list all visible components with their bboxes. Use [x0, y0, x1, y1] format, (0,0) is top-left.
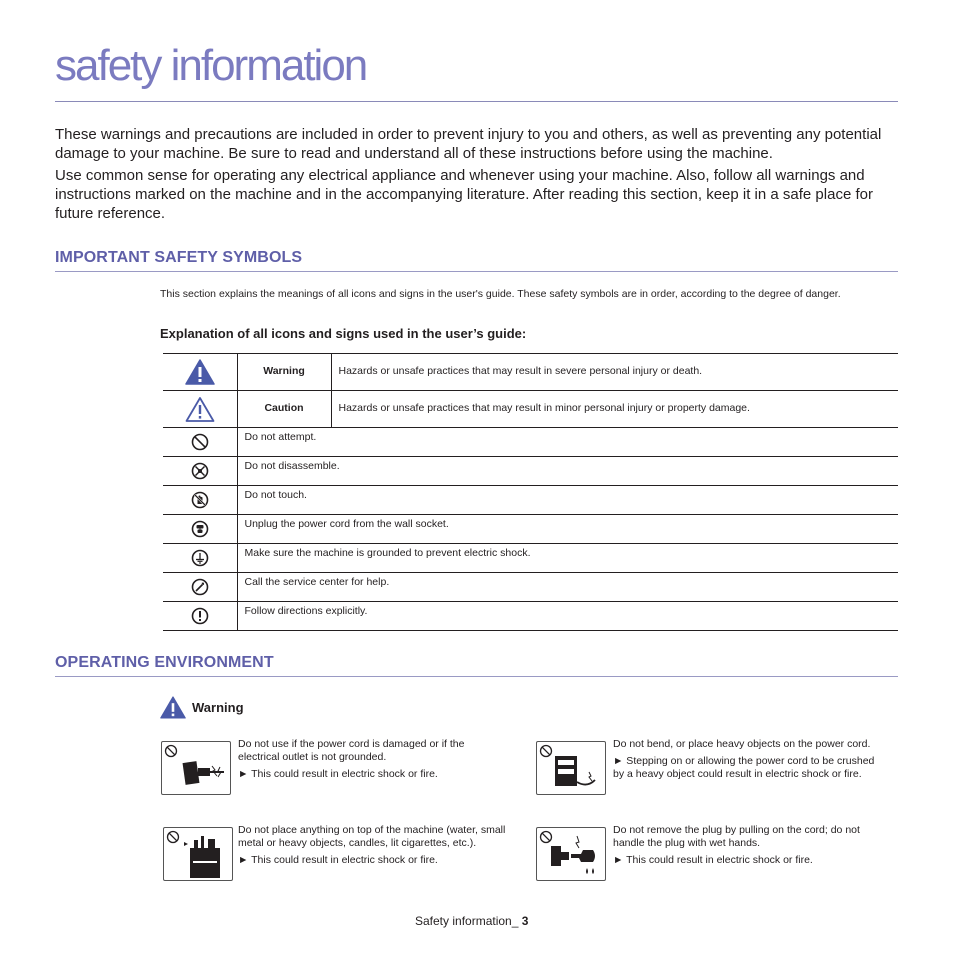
title-divider: [55, 101, 898, 102]
table-row: [163, 354, 898, 391]
warning-filled-icon: [160, 696, 186, 719]
warning-filled-icon: [185, 359, 215, 385]
table-row: [163, 391, 898, 428]
table-row: [163, 573, 898, 602]
environment-item-2: [613, 738, 888, 781]
symbols-section-divider: [55, 271, 898, 272]
environment-item-text: Do not use if the power cord is damaged or if the electrical outlet is not grounded.: [238, 738, 465, 763]
page-number: 3: [521, 914, 529, 928]
environment-item-text: Do not remove the plug by pulling on the cord; do not handle the plug with wet hands.: [613, 824, 860, 849]
symbol-description: Do not disassemble.: [237, 457, 898, 486]
ground-icon: [191, 549, 209, 567]
environment-item-text: Do not place anything on top of the machine (water, small metal or heavy objects, candles, lit cigarettes, etc.).: [238, 824, 506, 849]
environment-item-note: ► This could result in electric shock or fire.: [238, 854, 438, 866]
environment-item-note: ► This could result in electric shock or fire.: [238, 768, 438, 780]
symbol-description: Hazards or unsafe practices that may result in minor personal injury or property damage.: [331, 391, 898, 428]
caution-outline-icon: [185, 396, 215, 422]
symbols-subheading: Explanation of all icons and signs used in the user’s guide:: [160, 326, 527, 341]
environment-item-3: [238, 824, 513, 867]
do-not-disassemble-icon: [191, 462, 209, 480]
table-row: [163, 428, 898, 457]
do-not-touch-icon: [191, 491, 209, 509]
table-row: [163, 515, 898, 544]
environment-item-note: ► Stepping on or allowing the power cord to be crushed by a heavy object could result in electric shock or fire.: [613, 755, 875, 780]
symbols-section-heading: IMPORTANT SAFETY SYMBOLS: [55, 249, 303, 266]
table-row: [163, 486, 898, 515]
symbol-description: Make sure the machine is grounded to prevent electric shock.: [237, 544, 898, 573]
environment-item-4: [613, 824, 893, 867]
page-title: safety information: [55, 41, 367, 90]
symbol-description: Do not attempt.: [237, 428, 898, 457]
bent-cord-icon: [536, 741, 606, 795]
objects-on-machine-icon: [163, 827, 233, 881]
symbol-label: Caution: [237, 391, 331, 428]
service-center-icon: [191, 578, 209, 596]
symbol-description: Do not touch.: [237, 486, 898, 515]
environment-item-text: Do not bend, or place heavy objects on the power cord.: [613, 738, 871, 750]
follow-directions-icon: [191, 607, 209, 625]
page-footer: [415, 914, 528, 928]
table-row: [163, 457, 898, 486]
environment-item-1: [238, 738, 508, 781]
intro-paragraph-2: Use common sense for operating any electrical appliance and whenever using your machine. Also, follow all warnings and instructions marked on the machine and in the accompanying literature. After reading this section, keep it in a safe place for future reference.: [55, 167, 873, 222]
do-not-attempt-icon: [191, 433, 209, 451]
symbol-description: Call the service center for help.: [237, 573, 898, 602]
intro-paragraph-1: These warnings and precautions are included in order to prevent injury to you and others, as well as preventing any potential damage to your machine. Be sure to read and understand all of these instructions before using the machine.: [55, 126, 882, 162]
symbols-table: [163, 353, 898, 631]
footer-label: Safety information_: [415, 914, 519, 928]
environment-item-note: ► This could result in electric shock or fire.: [613, 854, 813, 866]
warning-label-text: Warning: [192, 700, 244, 715]
damaged-cord-icon: [161, 741, 231, 795]
pull-plug-icon: [536, 827, 606, 881]
symbol-description: Unplug the power cord from the wall socket.: [237, 515, 898, 544]
symbol-label: Warning: [237, 354, 331, 391]
environment-section-divider: [55, 676, 898, 677]
table-row: [163, 544, 898, 573]
symbol-description: Follow directions explicitly.: [237, 602, 898, 631]
symbols-description: This section explains the meanings of all icons and signs in the user's guide. These safety symbols are in order, according to the degree of danger.: [160, 288, 841, 300]
environment-section-heading: OPERATING ENVIRONMENT: [55, 654, 274, 671]
symbol-description: Hazards or unsafe practices that may result in severe personal injury or death.: [331, 354, 898, 391]
environment-warning-label: [160, 696, 244, 719]
unplug-icon: [191, 520, 209, 538]
table-row: [163, 602, 898, 631]
